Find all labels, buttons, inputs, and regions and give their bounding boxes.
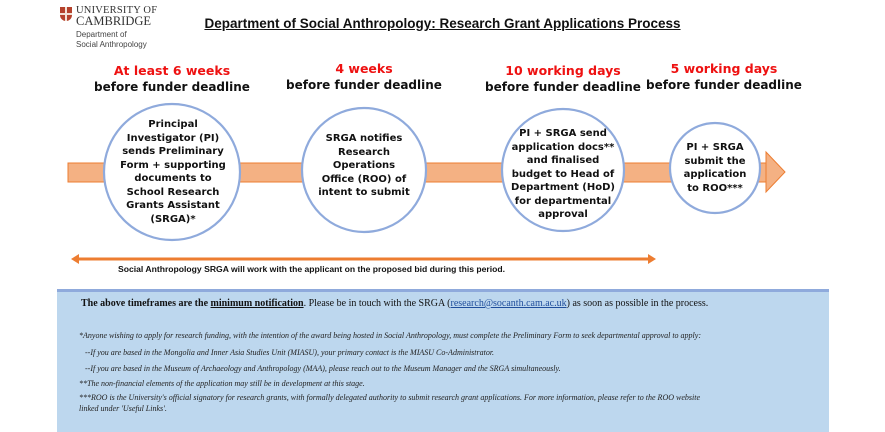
logo-department-line2: Social Anthropology: [76, 40, 147, 49]
footnote-1a: --If you are based in the Mongolia and Inner Asia Studies Unit (MIASU), your primary contact is the MIASU Co-Administrator.: [85, 348, 495, 357]
stage-2-header: [284, 60, 444, 94]
stage-4-timeframe: 5 working days: [670, 61, 778, 76]
footnote-2: **The non-financial elements of the application may still be in development at this stage.: [79, 379, 365, 388]
stage-4-step: PI + SRGA submit the application to ROO***: [683, 142, 747, 194]
stage-3-subtitle: before funder deadline: [485, 80, 641, 94]
stage-3-step: PI + SRGA send application docs** and finalised budget to Head of Department (HoD) for departmental approval: [511, 128, 615, 220]
stage-4-header: [644, 60, 804, 94]
period-arrow-right-head: [648, 254, 656, 264]
stage-2-subtitle: before funder deadline: [286, 78, 442, 92]
logo-university-line1: UNIVERSITY OF: [76, 5, 158, 16]
stage-1-header: [92, 62, 252, 96]
info-lead-bold: The above timeframes are the: [81, 298, 211, 309]
period-double-arrow: [71, 254, 656, 264]
info-minimum-notification: minimum notification: [210, 298, 304, 309]
logo-department-line1: Department of: [76, 30, 127, 39]
stage-2-timeframe: 4 weeks: [335, 61, 393, 76]
stage-1-timeframe: At least 6 weeks: [113, 63, 231, 78]
logo-university-line2: CAMBRIDGE: [76, 14, 152, 28]
info-box: [57, 289, 829, 432]
srga-email-link[interactable]: research@socanth.cam.ac.uk: [450, 298, 567, 309]
period-arrow-left-head: [71, 254, 79, 264]
stage-2-step: SRGA notifies Research Operations Office (ROO) of intent to submit: [318, 133, 410, 198]
stage-4-subtitle: before funder deadline: [646, 78, 802, 92]
process-arrow-head: [766, 152, 785, 192]
page-title-text: Department of Social Anthropology: Research Grant Applications Process: [204, 16, 681, 31]
footnote-3-cont: linked under 'Useful Links'.: [79, 404, 167, 413]
stage-3-header: [483, 62, 643, 96]
footnote-1b: --If you are based in the Museum of Archaeology and Anthropology (MAA), please reach out to the Museum Manager and the SRGA simultaneously.: [85, 364, 561, 373]
stage-1-subtitle: before funder deadline: [94, 80, 250, 94]
footnote-1: *Anyone wishing to apply for research funding, with the intention of the award being hosted in Social Anthropology, must complete the Preliminary Form to seek departmental approval to apply:: [79, 331, 701, 340]
info-lead-rest: . Please be in touch with the SRGA (: [303, 298, 451, 309]
stage-3-timeframe: 10 working days: [505, 63, 621, 78]
info-main-line: [81, 298, 708, 309]
period-note: Social Anthropology SRGA will work with the applicant on the proposed bid during this period.: [118, 264, 506, 274]
stage-1-step: Principal Investigator (PI) sends Preliminary Form + supporting documents to School Research Grants Assistant (SRGA)*: [120, 119, 226, 225]
footnote-3: ***ROO is the University's official signatory for research grants, with formally delegated authority to submit research grant applications. For more information, please refer to the ROO website: [79, 393, 700, 402]
info-lead-end: ) as soon as possible in the process.: [566, 298, 709, 309]
